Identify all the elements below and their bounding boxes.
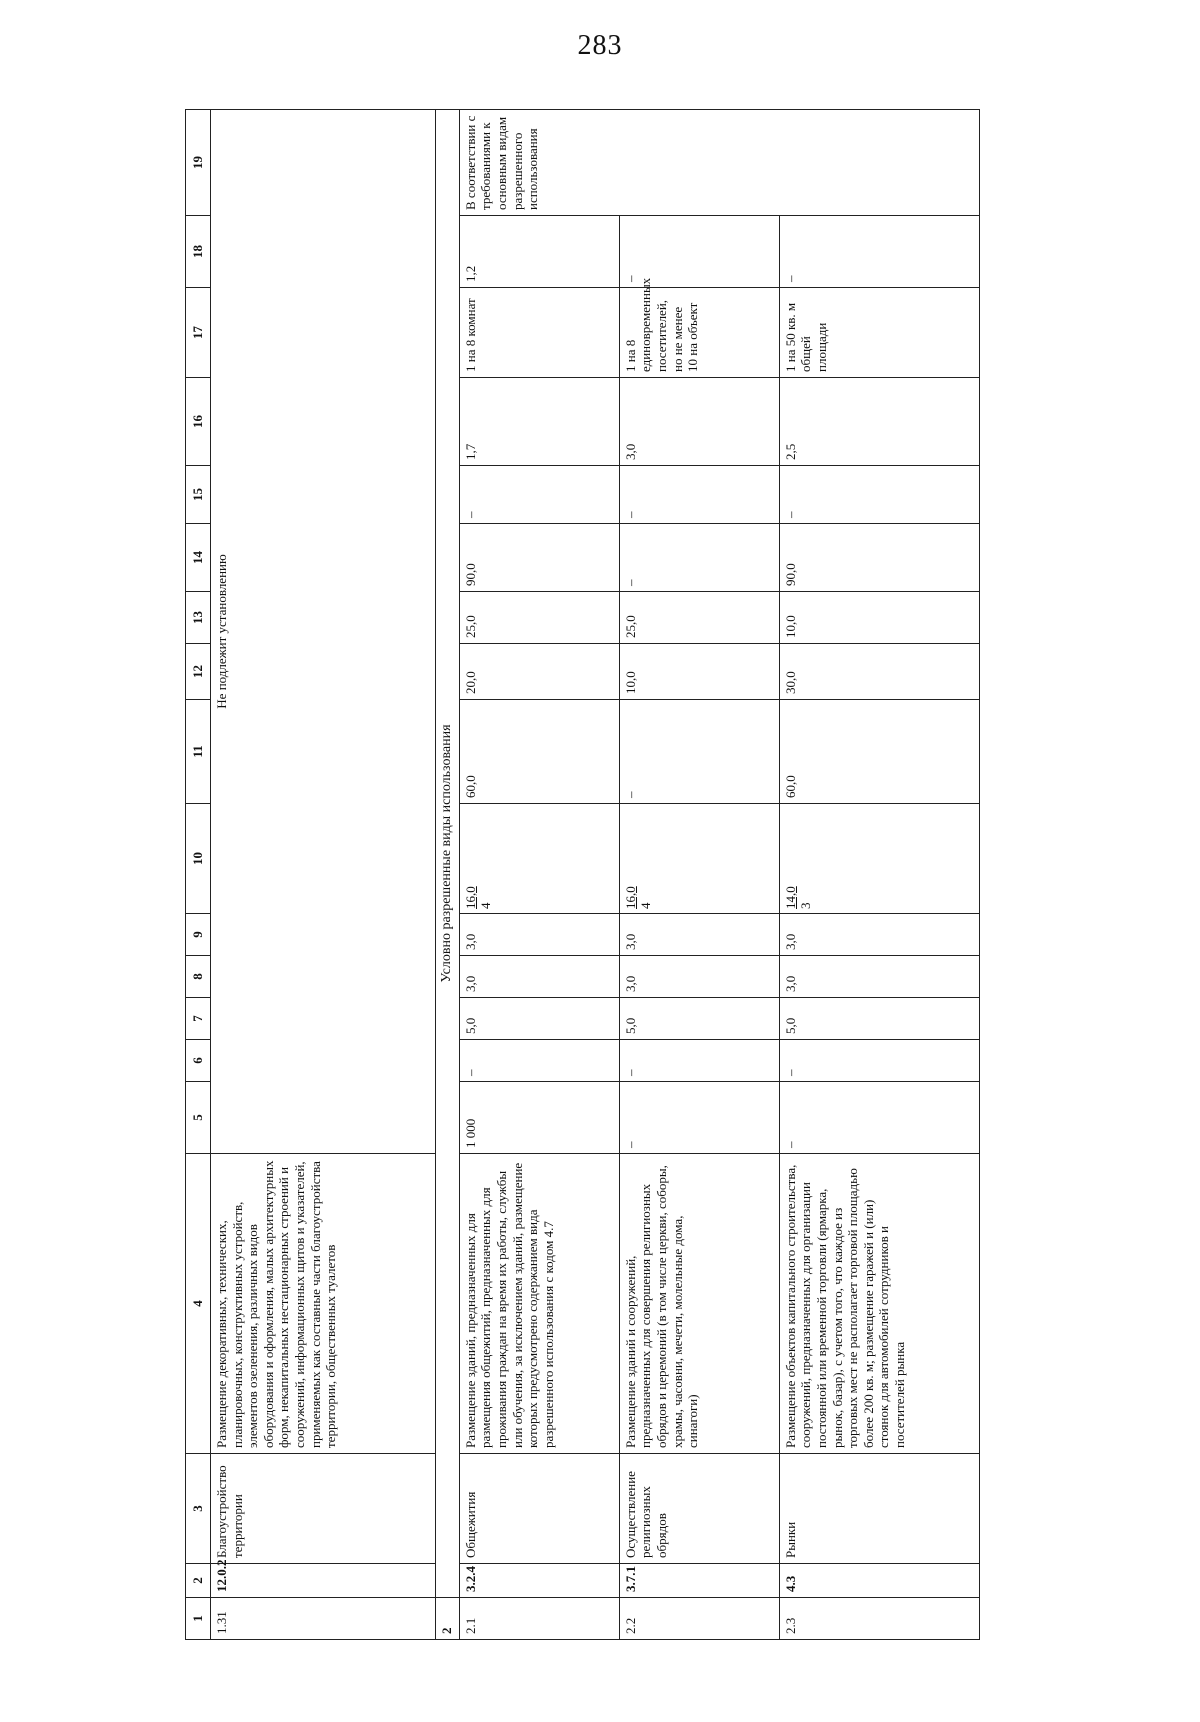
col-header: 5: [186, 1082, 211, 1154]
fraction-numerator: 16,0: [622, 886, 638, 909]
fraction-denominator: 4: [478, 902, 494, 909]
cell-col13: 10,0: [779, 592, 979, 644]
section-title: Условно разрешенные виды использования: [436, 110, 460, 1598]
table-row-2-3: [779, 110, 979, 1640]
col-header: 7: [186, 998, 211, 1040]
row-number: 2.1: [459, 1598, 619, 1640]
cell-col16: 3,0: [619, 378, 779, 466]
col-header: 12: [186, 644, 211, 700]
cell-col17: 1 на 8 комнат: [459, 288, 619, 378]
cell-col8: 3,0: [459, 956, 619, 998]
fraction-numerator: 14,0: [782, 886, 798, 909]
row-description: Размещение декоративных, технических, планировочных, конструктивных устройств, элементов озеленения, различных видов оборудования и оформления, малых архитектурных форм, некапитальных нестационарных строений и сооружений, информационных щитов и указателей, применяемых как составные части благоустройства территории, общественных туалетов: [211, 1154, 436, 1454]
col-header: 4: [186, 1154, 211, 1454]
section-row: [436, 110, 460, 1640]
cell-col11: 60,0: [779, 700, 979, 804]
fraction-denominator: 3: [798, 902, 814, 909]
cell-col10: [459, 804, 619, 914]
row-description: Размещение объектов капитального строительства, сооружений, предназначенных для организации постоянной или временной торговли (ярмарка, рынок, базар), с учетом того, что каждое из торговых мест не располагает торговой площадью более 200 кв. м; размещение гаражей и (или) стоянок для автомобилей сотрудников и посетителей рынка: [779, 1154, 979, 1454]
cell-col9: 3,0: [779, 914, 979, 956]
row-number: 2.2: [619, 1598, 779, 1640]
cell-col10: [779, 804, 979, 914]
cell-col10: [619, 804, 779, 914]
cell-col13: 25,0: [459, 592, 619, 644]
col-header: 2: [186, 1564, 211, 1598]
row-note: Не подлежит установлению: [211, 110, 436, 1154]
row-number: 1.31: [211, 1598, 436, 1640]
col-header: 16: [186, 378, 211, 466]
cell-col7: 5,0: [619, 998, 779, 1040]
col-header: 17: [186, 288, 211, 378]
cell-col14: –: [619, 524, 779, 592]
row-description: Размещение зданий и сооружений, предназначенных для совершения религиозных обрядов и церемоний (в том числе церкви, соборы, храмы, часовни, мечети, молельные дома, синагоги): [619, 1154, 779, 1454]
col-header: 1: [186, 1598, 211, 1640]
cell-col18: 1,2: [459, 216, 619, 288]
row-code: 3.2.4: [459, 1564, 619, 1598]
cell-col18: –: [619, 216, 779, 288]
col-header: 15: [186, 466, 211, 524]
col-header: 14: [186, 524, 211, 592]
cell-col9: 3,0: [619, 914, 779, 956]
cell-col8: 3,0: [619, 956, 779, 998]
page-number: 283: [577, 30, 623, 61]
col-header: 11: [186, 700, 211, 804]
row-description: Размещение зданий, предназначенных для размещения общежитий, предназначенных для проживания граждан на время их работы, службы или обучения, за исключением зданий, размещение которых предусмотрено содержанием вида разрешенного использования с кодом 4.7: [459, 1154, 619, 1454]
cell-col16: 1,7: [459, 378, 619, 466]
col-header: 8: [186, 956, 211, 998]
cell-col6: –: [619, 1040, 779, 1082]
col-header: 18: [186, 216, 211, 288]
cell-col16: 2,5: [779, 378, 979, 466]
cell-col12: 10,0: [619, 644, 779, 700]
cell-col6: –: [779, 1040, 979, 1082]
cell-col15: –: [459, 466, 619, 524]
row-name: Осуществление религиозных обрядов: [619, 1454, 779, 1564]
cell-col12: 30,0: [779, 644, 979, 700]
row-name: Благоустройство территории: [211, 1454, 436, 1564]
row-code: 3.7.1: [619, 1564, 779, 1598]
cell-col9: 3,0: [459, 914, 619, 956]
section-number: 2: [436, 1598, 460, 1640]
cell-col5: –: [779, 1082, 979, 1154]
cell-col8: 3,0: [779, 956, 979, 998]
col-header: 10: [186, 804, 211, 914]
cell-col15: –: [779, 466, 979, 524]
fraction: [783, 886, 814, 909]
cell-col6: –: [459, 1040, 619, 1082]
cell-col11: –: [619, 700, 779, 804]
col-header: 9: [186, 914, 211, 956]
cell-col19: В соответствии с требованиями к основным видам разрешенного использования: [459, 110, 979, 216]
rotated-table-wrapper: [185, 110, 1045, 1640]
cell-col12: 20,0: [459, 644, 619, 700]
table-row-1-31: [211, 110, 436, 1640]
row-number: 2.3: [779, 1598, 979, 1640]
cell-col11: 60,0: [459, 700, 619, 804]
row-name: Общежития: [459, 1454, 619, 1564]
row-name: Рынки: [779, 1454, 979, 1564]
col-header: 3: [186, 1454, 211, 1564]
col-header: 13: [186, 592, 211, 644]
fraction-numerator: 16,0: [462, 886, 478, 909]
cell-col13: 25,0: [619, 592, 779, 644]
cell-col14: 90,0: [459, 524, 619, 592]
col-header: 19: [186, 110, 211, 216]
fraction: [623, 886, 654, 909]
cell-col17: 1 на 50 кв. м общей площади: [779, 288, 979, 378]
table-row-2-1: [459, 110, 619, 1640]
cell-col17: 1 на 8 единовременных посетителей, но не менее 10 на объект: [619, 288, 779, 378]
cell-col5: 1 000: [459, 1082, 619, 1154]
cell-col15: –: [619, 466, 779, 524]
cell-col7: 5,0: [459, 998, 619, 1040]
land-use-table: [185, 109, 980, 1640]
col-header: 6: [186, 1040, 211, 1082]
cell-col14: 90,0: [779, 524, 979, 592]
fraction-denominator: 4: [638, 902, 654, 909]
cell-col5: –: [619, 1082, 779, 1154]
cell-col7: 5,0: [779, 998, 979, 1040]
table-row-2-2: [619, 110, 779, 1640]
cell-col18: –: [779, 216, 979, 288]
fraction: [463, 886, 494, 909]
row-code: 12.0.2: [211, 1564, 436, 1598]
row-code: 4.3: [779, 1564, 979, 1598]
header-row: [186, 110, 211, 1640]
